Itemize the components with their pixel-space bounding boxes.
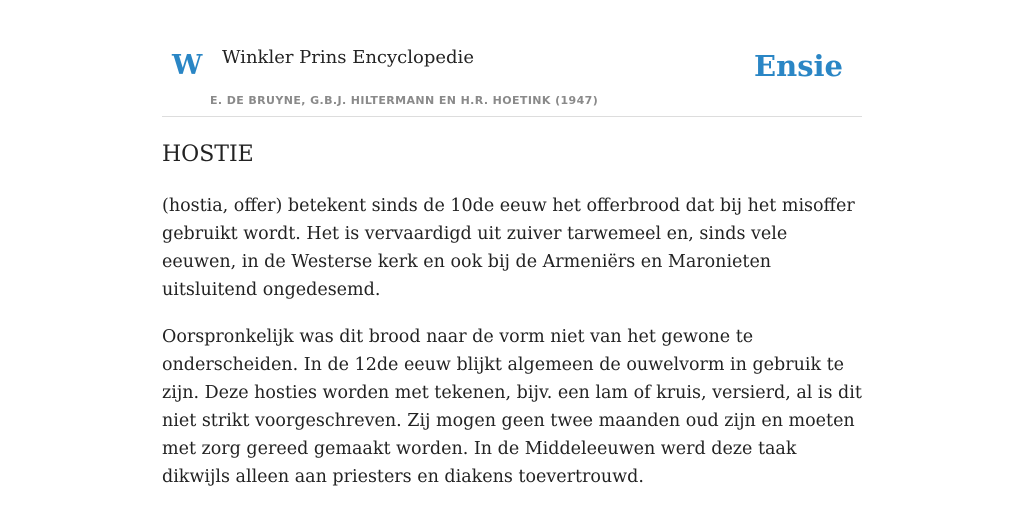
publication-title[interactable]: Winkler Prins Encyclopedie [222, 47, 474, 68]
winkler-prins-logo-icon[interactable]: W [172, 50, 203, 81]
page-container [162, 0, 862, 512]
source-header [162, 0, 862, 117]
entry-article [162, 192, 862, 510]
article-paragraph: Oorspronkelijk was dit brood naar de vorm niet van het gewone te onderscheiden. In de 12de eeuw blijkt algemeen de ouwelvorm in gebruik te zijn. Deze hosties worden met tekenen, bijv. een lam of kruis, versierd, al is dit niet strikt voorgeschreven. Zij mogen geen twee maanden oud zijn en moeten met zorg gereed gemaakt worden. In de Middeleeuwen werd deze taak dikwijls alleen aan priesters en diakens toevertrouwd. [162, 327, 862, 487]
authors-line: E. DE BRUYNE, G.B.J. HILTERMANN EN H.R. HOETINK (1947) [210, 94, 599, 107]
entry-headword: HOSTIE [162, 142, 254, 167]
article-paragraph: (hostia, offer) betekent sinds de 10de eeuw het offerbrood dat bij het misoffer gebruikt wordt. Het is vervaardigd uit zuiver tarwemeel en, sinds vele eeuwen, in de Westerse kerk en ook bij de Armeniërs en Maronieten uitsluitend ongedesemd. [162, 196, 855, 300]
ensie-brand-logo[interactable]: Ensie [754, 49, 843, 83]
